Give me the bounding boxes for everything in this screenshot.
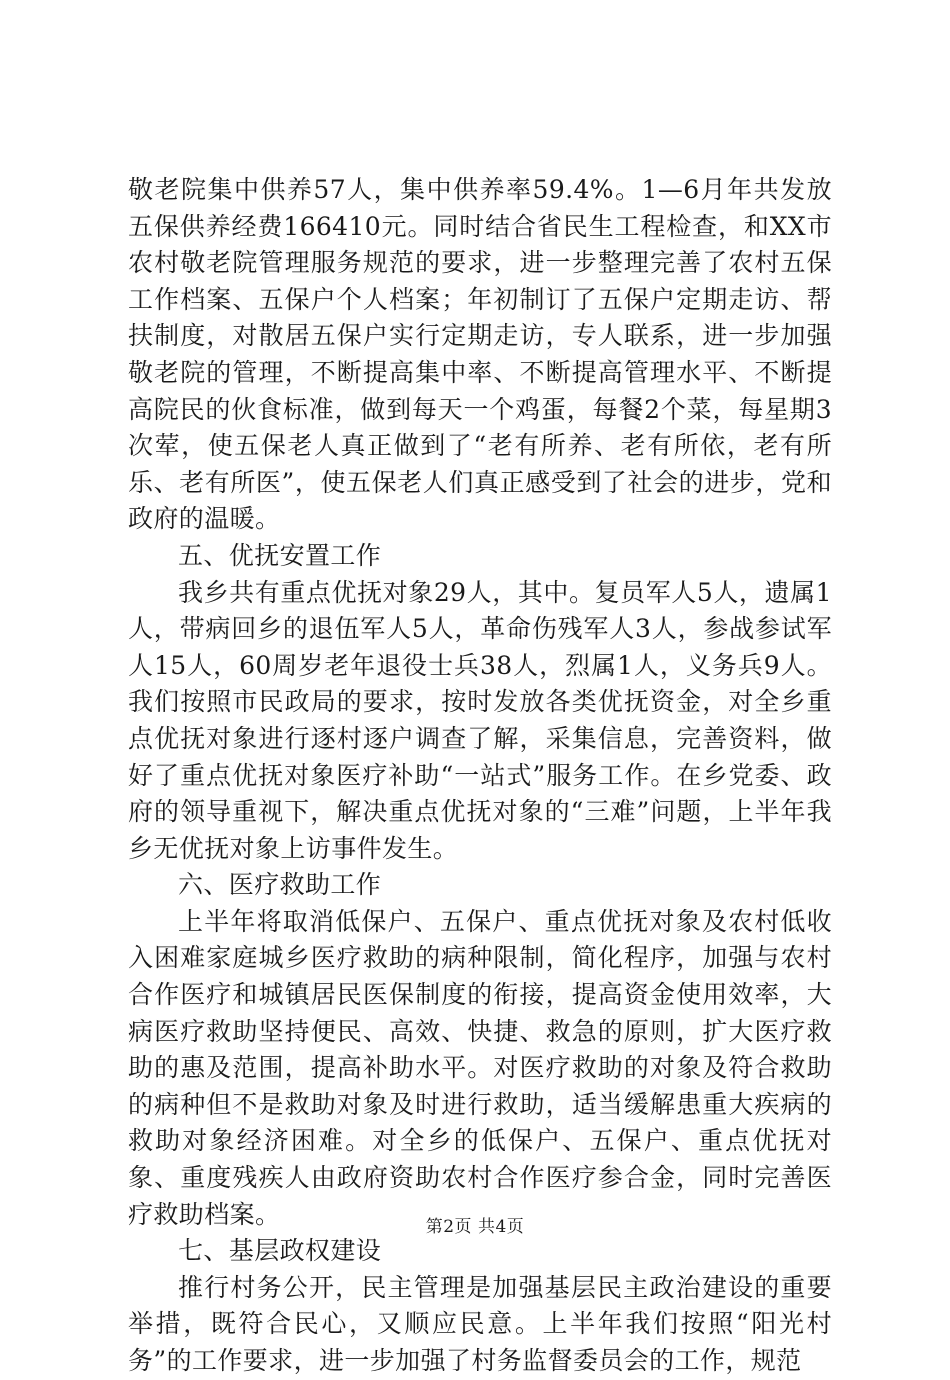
document-body [128, 172, 832, 1380]
section-heading-7: 七、基层政权建设 [178, 1236, 382, 1266]
page-number-footer: 第2页 共4页 [425, 1217, 525, 1237]
section-heading-5: 五、优抚安置工作 [178, 540, 382, 570]
paragraph-preferential-care: 我乡共有重点优抚对象29人，其中。复员军人5人，遗属1人，带病回乡的退伍军人5人，革命伤残军人3人，参战参试军人15人，60周岁老年退役士兵38人，烈属1人，义务兵9人。我们按照市民政局的要求，按时发放各类优抚资金，对全乡重点优抚对象进行逐村逐户调查了解，采集信息，完善资料，做好了重点优抚对象医疗补助“一站式”服务工作。在乡党委、政府的领导重视下，解决重点优抚对象的“三难”问题，上半年我乡无优抚对象上访事件发生。 [128, 577, 832, 863]
paragraph-welfare-summary: 敬老院集中供养57人，集中供养率59.4%。1—6月年共发放五保供养经费166410元。同时结合省民生工程检查，和XX市农村敬老院管理服务规范的要求，进一步整理完善了农村五保工作档案、五保户个人档案；年初制订了五保户定期走访、帮扶制度，对散居五保户实行定期走访，专人联系，进一步加强敬老院的管理，不断提高集中率、不断提高管理水平、不断提高院民的伙食标准，做到每天一个鸡蛋，每餐2个菜，每星期3次荤，使五保老人真正做到了“老有所养、老有所依，老有所乐、老有所医”，使五保老人们真正感受到了社会的进步，党和政府的温暖。 [128, 175, 832, 534]
paragraph-medical-aid: 上半年将取消低保户、五保户、重点优抚对象及农村低收入困难家庭城乡医疗救助的病种限制，简化程序，加强与农村合作医疗和城镇居民医保制度的衔接，提高资金使用效率，大病医疗救助坚持便民、高效、快捷、救急的原则，扩大医疗救助的惠及范围，提高补助水平。对医疗救助的对象及符合救助的病种但不是救助对象及时进行救助，适当缓解患重大疾病的救助对象经济困难。对全乡的低保户、五保户、重点优抚对象、重度残疾人由政府资助农村合作医疗参合金，同时完善医疗救助档案。 [128, 906, 832, 1229]
paragraph-grassroots-governance: 推行村务公开，民主管理是加强基层民主政治建设的重要举措，既符合民心，又顺应民意。上半年我们按照“阳光村务”的工作要求，进一步加强了村务监督委员会的工作，规范 [128, 1272, 832, 1375]
section-heading-6: 六、医疗救助工作 [178, 870, 382, 900]
